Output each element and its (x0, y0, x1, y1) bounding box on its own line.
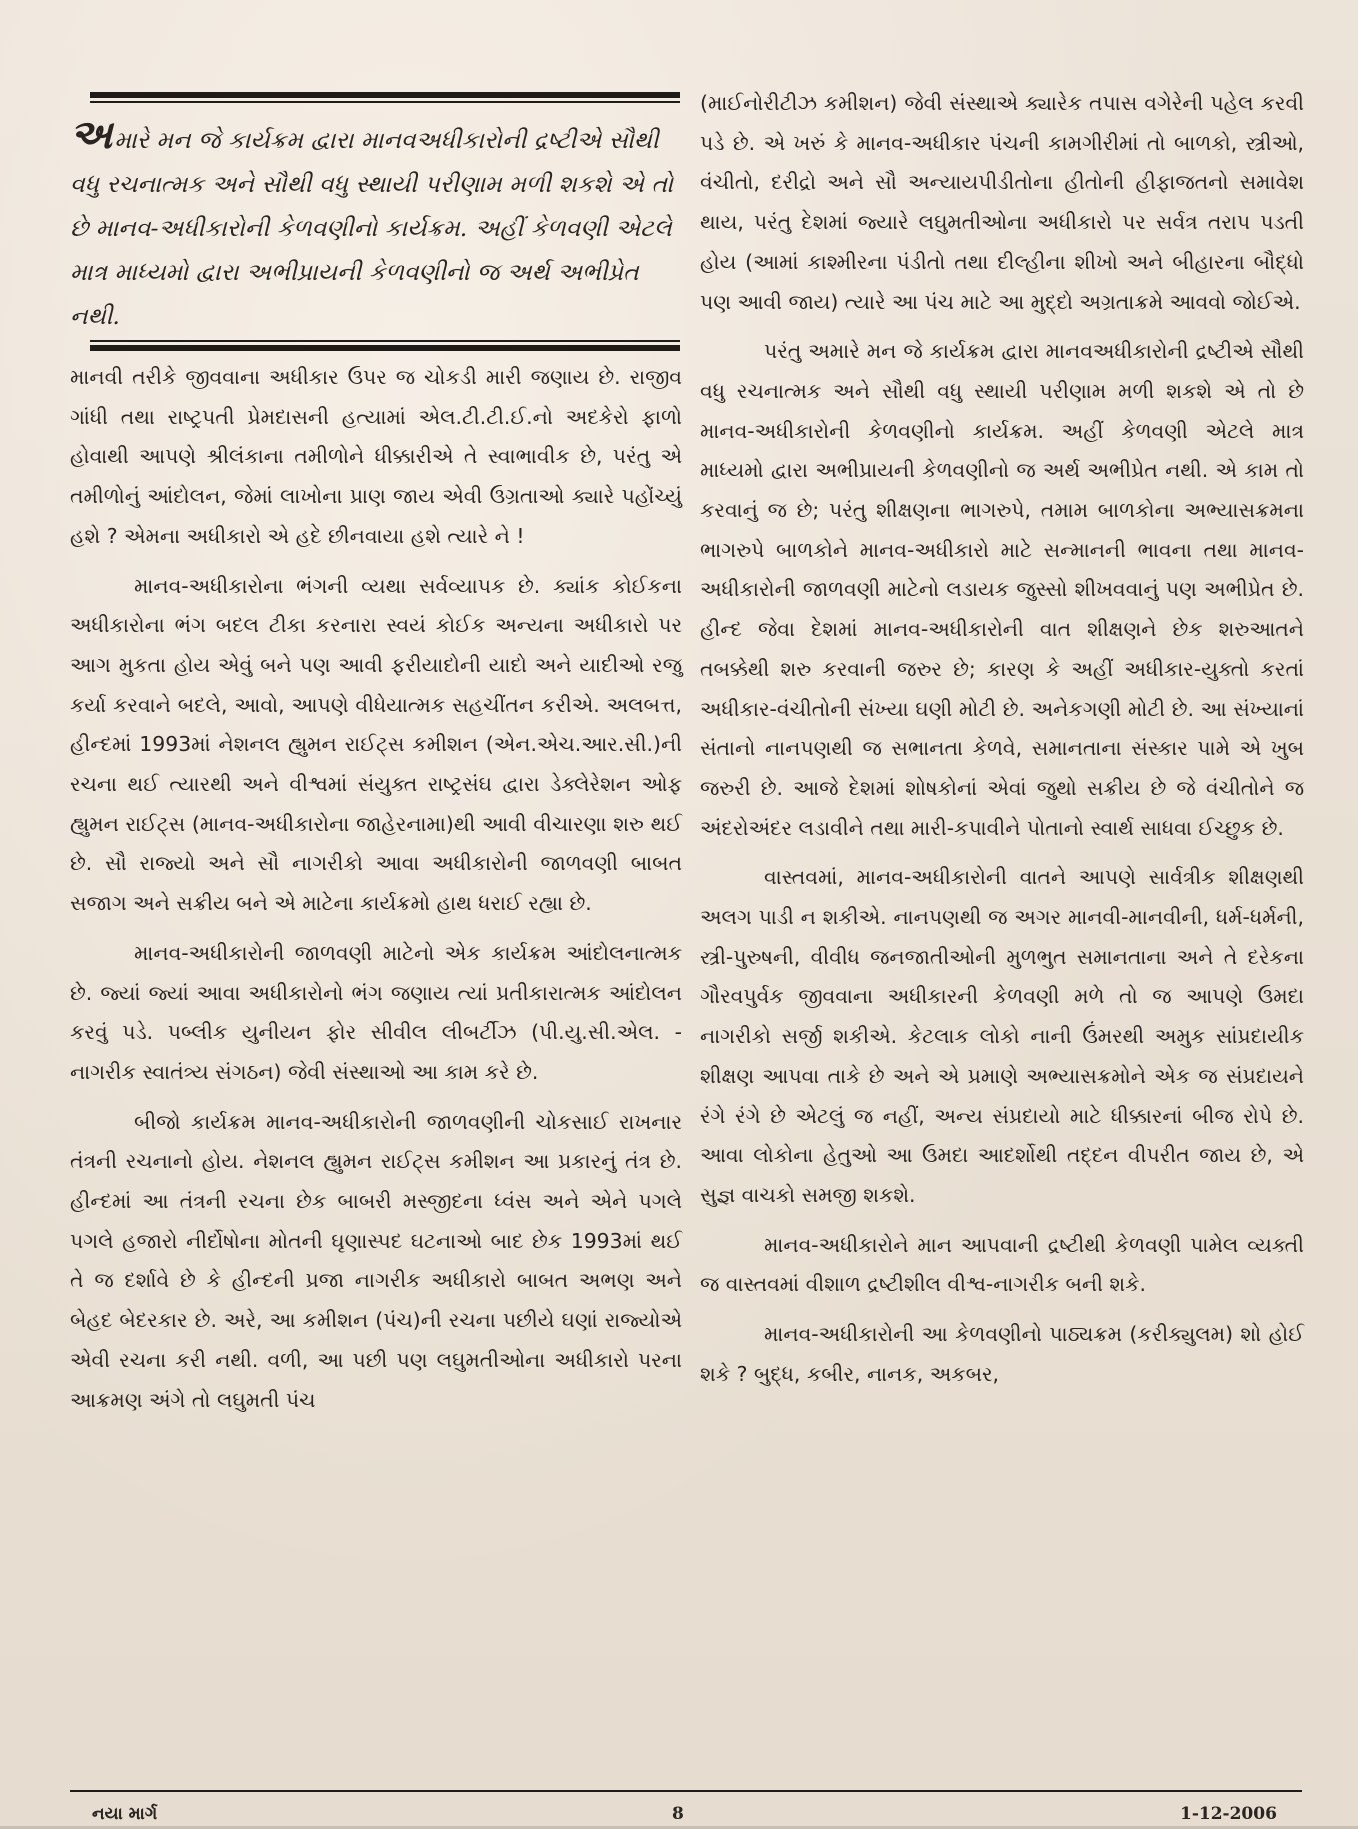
right-column (700, 84, 1304, 1405)
footer-page-number: 8 (672, 1804, 684, 1824)
left-paragraph-1: માનવી તરીકે જીવવાના અધીકાર ઉપર જ ચોકડી મારી જણાય છે. રાજીવ ગાંધી તથા રાષ્ટ્રપતી પ્રેમદાસની હત્યામાં એલ.ટી.ટી.ઈ.નો અદકેરો ફાળો હોવાથી આપણે શ્રીલંકાના તમીળોને ધીક્કારીએ તે સ્વાભાવીક છે, પરંતુ એ તમીળોનું આંદોલન, જેમાં લાખોના પ્રાણ જાય એવી ઉગ્રતાઓ ક્યારે પહોંચ્યું હશે ? એમના અધીકારો એ હદે છીનવાયા હશે ત્યારે ને ! (70, 365, 682, 548)
footer-date: 1-12-2006 (1180, 1804, 1277, 1824)
pullquote (70, 111, 682, 338)
pullquote-initial: અ (70, 111, 113, 158)
left-column (70, 358, 682, 1430)
pullquote-top-rule-thin (90, 101, 680, 103)
pullquote-text: મારે મન જે કાર્યક્રમ દ્વારા માનવઅધીકારોની દ્રષ્ટીએ સૌથી વધુ રચનાત્મક અને સૌથી વધુ સ્થાયી પરીણામ મળી શકશે એ તો છે માનવ-અધીકારોની કેળવણીનો કાર્યક્રમ. અહીં કેળવણી એટલે માત્ર માધ્યમો દ્વારા અભીપ્રાયની કેળવણીનો જ અર્થ અભીપ્રેત નથી. (70, 126, 673, 330)
right-paragraph-5: માનવ-અધીકારોની આ કેળવણીનો પાઠ્યક્રમ (કરીક્યુલમ) શો હોઈ શકે ? બુદ્ધ, કબીર, નાનક, અકબર, (700, 1322, 1304, 1386)
right-paragraph-2: પરંતુ અમારે મન જે કાર્યક્રમ દ્વારા માનવઅધીકારોની દ્રષ્ટીએ સૌથી વધુ રચનાત્મક અને સૌથી વધુ સ્થાયી પરીણામ મળી શકશે એ તો છે માનવ-અધીકારોની કેળવણીનો કાર્યક્રમ. અહીં કેળવણી એટલે માત્ર માધ્યમો દ્વારા અભીપ્રાયની કેળવણીનો જ અર્થ અભીપ્રેત નથી. એ કામ તો કરવાનું જ છે; પરંતુ શીક્ષણના ભાગરુપે, તમામ બાળકોના અભ્યાસક્રમના ભાગરુપે બાળકોને માનવ-અધીકારો માટે સન્માનની ભાવના તથા માનવ-અધીકારોની જાળવણી માટેનો લડાયક જુસ્સો શીખવવાનું પણ અભીપ્રેત છે. હીન્દ જેવા દેશમાં માનવ-અધીકારોની વાત શીક્ષણને છેક શરુઆતને તબક્કેથી શરુ કરવાની જરુર છે; કારણ કે અહીં અધીકાર-યુક્તો કરતાં અધીકાર-વંચીતોની સંખ્યા ઘણી મોટી છે. અનેકગણી મોટી છે. આ સંખ્યાનાં સંતાનો નાનપણથી જ સભાનતા કેળવે, સમાનતાના સંસ્કાર પામે એ ખુબ જરુરી છે. આજે દેશમાં શોષકોનાં એવાં જુથો સક્રીય છે જે વંચીતોને જ અંદરોઅંદર લડાવીને તથા મારી-કપાવીને પોતાનો સ્વાર્થ સાધવા ઈચ્છુક છે. (700, 339, 1304, 840)
left-paragraph-2: માનવ-અધીકારોના ભંગની વ્યથા સર્વવ્યાપક છે. ક્યાંક કોઈકના અધીકારોના ભંગ બદલ ટીકા કરનારા સ્વયં કોઈક અન્યના અધીકારો પર આગ મુકતા હોય એવું બને પણ આવી ફરીયાદોની યાદો અને યાદીઓ રજુ કર્યા કરવાને બદલે, આવો, આપણે વીધેયાત્મક સહચીંતન કરીએ. અલબત્ત, હીન્દમાં 1993માં નેશનલ હ્યુમન રાઈટ્સ કમીશન (એન.એચ.આર.સી.)ની રચના થઈ ત્યારથી અને વીશ્વમાં સંયુક્ત રાષ્ટ્રસંઘ દ્વારા ડેક્લેરેશન ઓફ હ્યુમન રાઈટ્સ (માનવ-અધીકારોના જાહેરનામા)થી આવી વીચારણા શરુ થઈ છે. સૌ રાજ્યો અને સૌ નાગરીકો આવા અધીકારોની જાળવણી બાબત સજાગ અને સક્રીય બને એ માટેના કાર્યક્રમો હાથ ધરાઈ રહ્યા છે. (70, 573, 682, 916)
pullquote-bottom-rule (90, 345, 680, 351)
right-paragraph-3: વાસ્તવમાં, માનવ-અધીકારોની વાતને આપણે સાર્વત્રીક શીક્ષણથી અલગ પાડી ન શકીએ. નાનપણથી જ અગર માનવી-માનવીની, ધર્મ-ધર્મની, સ્ત્રી-પુરુષની, વીવીધ જનજાતીઓની મુળભુત સમાનતાના અને તે દરેકના ગૌરવપુર્વક જીવવાના અધીકારની કેળવણી મળે તો જ આપણે ઉમદા નાગરીકો સર્જી શકીએ. કેટલાક લોકો નાની ઉંમરથી અમુક સાંપ્રદાયીક શીક્ષણ આપવા તાકે છે અને એ પ્રમાણે અભ્યાસક્રમોને એક જ સંપ્રદાયને રંગે રંગે છે એટલું જ નહીં, અન્ય સંપ્રદાયો માટે ધીક્કારનાં બીજ રોપે છે. આવા લોકોના હેતુઓ આ ઉમદા આદર્શોથી તદ્દન વીપરીત જાય છે, એ સુજ્ઞ વાચકો સમજી શકશે. (700, 865, 1304, 1207)
left-paragraph-4: બીજો કાર્યક્રમ માનવ-અધીકારોની જાળવણીની ચોકસાઈ રાખનાર તંત્રની રચનાનો હોય. નેશનલ હ્યુમન રાઈટ્સ કમીશન આ પ્રકારનું તંત્ર છે. હીન્દમાં આ તંત્રની રચના છેક બાબરી મસ્જીદના ધ્વંસ અને એને પગલે પગલે હજારો નીર્દોષોના મોતની ઘૃણાસ્પદ ઘટનાઓ બાદ છેક 1993માં થઈ તે જ દર્શાવે છે કે હીન્દની પ્રજા નાગરીક અધીકારો બાબત અભણ અને બેહદ બેદરકાર છે. અરે, આ કમીશન (પંચ)ની રચના પછીયે ઘણાં રાજ્યોએ એવી રચના કરી નથી. વળી, આ પછી પણ લઘુમતીઓના અધીકારો પરના આક્રમણ અંગે તો લઘુમતી પંચ (70, 1109, 682, 1412)
pullquote-top-rule (90, 92, 680, 98)
pullquote-bottom-rule-thin (90, 340, 680, 342)
footer-publication: નયા માર્ગ (92, 1804, 158, 1824)
right-paragraph-1: (માઈનોરીટીઝ કમીશન) જેવી સંસ્થાએ ક્યારેક તપાસ વગેરેની પહેલ કરવી પડે છે. એ ખરું કે માનવ-અધીકાર પંચની કામગીરીમાં તો બાળકો, સ્ત્રીઓ, વંચીતો, દરીદ્રો અને સૌ અન્યાયપીડીતોના હીતોની હીફાજતનો સમાવેશ થાય, પરંતુ દેશમાં જ્યારે લઘુમતીઓના અધીકારો પર સર્વત્ર તરાપ પડતી હોય (આમાં કાશ્મીરના પંડીતો તથા દીલ્હીના શીખો અને બીહારના બૌદ્ધો પણ આવી જાય) ત્યારે આ પંચ માટે આ મુદ્દો અગ્રતાક્રમે આવવો જોઈએ. (700, 91, 1304, 314)
footer-rule (70, 1790, 1302, 1792)
left-paragraph-3: માનવ-અધીકારોની જાળવણી માટેનો એક કાર્યક્રમ આંદોલનાત્મક છે. જ્યાં જ્યાં આવા અધીકારોનો ભંગ જણાય ત્યાં પ્રતીકારાત્મક આંદોલન કરવું પડે. પબ્લીક યુનીયન ફોર સીવીલ લીબર્ટીઝ (પી.યુ.સી.એલ. - નાગરીક સ્વાતંત્ર્ય સંગઠન) જેવી સંસ્થાઓ આ કામ કરે છે. (70, 940, 682, 1084)
right-paragraph-4: માનવ-અધીકારોને માન આપવાની દ્રષ્ટીથી કેળવણી પામેલ વ્યક્તી જ વાસ્તવમાં વીશાળ દ્રષ્ટીશીલ વીશ્વ-નાગરીક બની શકે. (700, 1232, 1304, 1297)
